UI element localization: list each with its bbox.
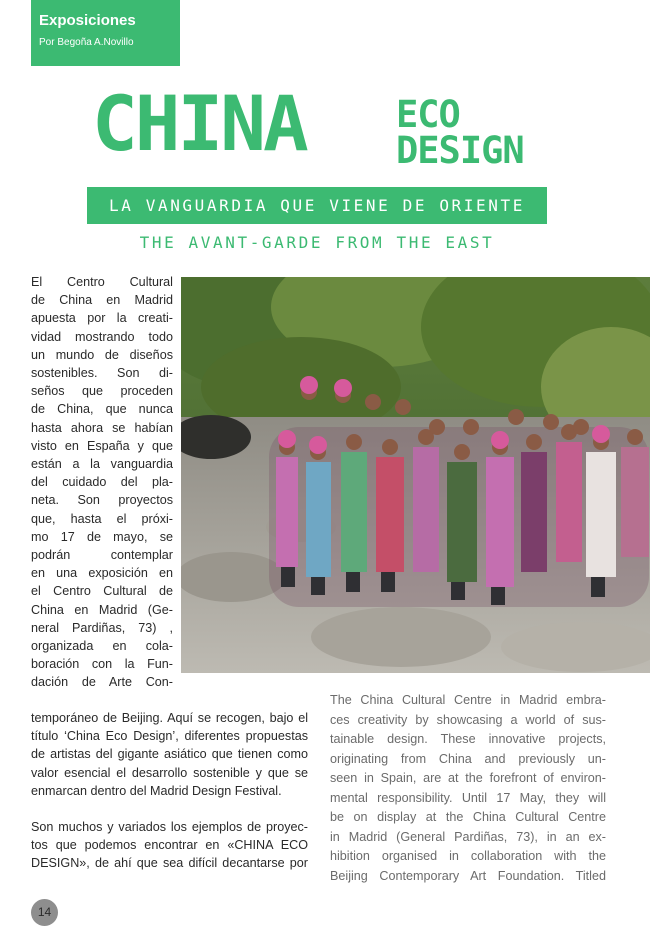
body-en <box>330 691 606 886</box>
text-line: en una exposición en <box>31 566 173 581</box>
text-line: que, hasta el próxi- <box>31 511 173 526</box>
text-line: Son muchos y variados los ejemplos de proyec- <box>31 820 308 835</box>
text-line: mental responsibility. Until 17 May, they will <box>330 790 606 805</box>
body-es-intro <box>31 273 173 692</box>
section-tab <box>31 0 180 66</box>
text-line: de China, que nunca <box>31 402 173 417</box>
text-line: originating from China and previously un- <box>330 751 606 766</box>
text-line: be on display at the China Cultural Centre <box>330 810 606 824</box>
text-line: hasta ahora se habían <box>31 420 173 435</box>
text-line: título ‘China Eco Design’, diferentes propuestas <box>31 729 308 744</box>
section-label: Exposiciones <box>39 12 136 29</box>
text-line: del cuidado del pla- <box>31 475 173 490</box>
text-line: un mundo de diseños <box>31 347 173 362</box>
text-line: visto en España y que <box>31 438 173 453</box>
text-line: DESIGN», de ahí que sea difícil decantarse por <box>31 856 308 871</box>
text-line: seen in Spain, are at the forefront of environ- <box>330 771 606 785</box>
subtitle-english: THE AVANT-GARDE FROM THE EAST <box>139 233 495 252</box>
page-number: 14 <box>31 899 58 926</box>
text-line: dación de Arte Con- <box>31 675 173 690</box>
text-line: ces creativity by showcasing a world of sus- <box>330 712 606 727</box>
text-line: enmarcan dentro del Madrid Design Festival. <box>31 783 282 798</box>
text-line: organizada en cola- <box>31 639 173 654</box>
text-line: neta. Son proyectos <box>31 493 173 508</box>
text-line: podrán contemplar <box>31 548 173 563</box>
subtitle-spanish: LA VANGUARDIA QUE VIENE DE ORIENTE <box>87 187 547 224</box>
text-line: de artistas del gigante asiático que tienen como <box>31 747 308 762</box>
text-line: neral Pardiñas, 73) , <box>31 620 173 635</box>
paragraph-gap <box>31 800 308 818</box>
text-line: están a la vanguardia <box>31 457 173 472</box>
text-line: boración con la Fun- <box>31 657 173 672</box>
text-line: vidad mostrando todo <box>31 329 173 344</box>
body-es-continued <box>31 709 308 873</box>
text-line: in Madrid (General Pardiñas, 73), in an ex- <box>330 829 606 844</box>
text-line: tainable design. These innovative projects, <box>330 732 606 746</box>
text-line: hibition organised in collaboration with the <box>330 849 606 863</box>
text-line: temporáneo de Beijing. Aquí se recogen, bajo el <box>31 711 308 725</box>
title-eco: ECO <box>396 93 460 136</box>
text-line: The China Cultural Centre in Madrid embra- <box>330 693 606 707</box>
title-china: CHINA <box>92 79 306 168</box>
group-photo <box>181 277 650 673</box>
text-line: sostenibles. Son di- <box>31 366 173 381</box>
text-line: apuesta por la creati- <box>31 311 173 326</box>
text-line: China en Madrid (Ge- <box>31 602 173 617</box>
text-line: tos que podemos encontrar en «CHINA ECO <box>31 838 308 853</box>
text-line: seños que proceden <box>31 384 173 399</box>
text-line: el Centro Cultural de <box>31 584 173 599</box>
author-byline: Por Begoña A.Novillo <box>39 37 134 48</box>
title-design: DESIGN <box>396 129 524 172</box>
text-line: valor esencial el desarrollo sostenible y que se <box>31 765 308 780</box>
text-line: Beijing Contemporary Art Foundation. Titled <box>330 868 606 883</box>
text-line: El Centro Cultural <box>31 275 173 289</box>
text-line: de China en Madrid <box>31 293 173 308</box>
text-line: mo 17 de mayo, se <box>31 529 173 544</box>
